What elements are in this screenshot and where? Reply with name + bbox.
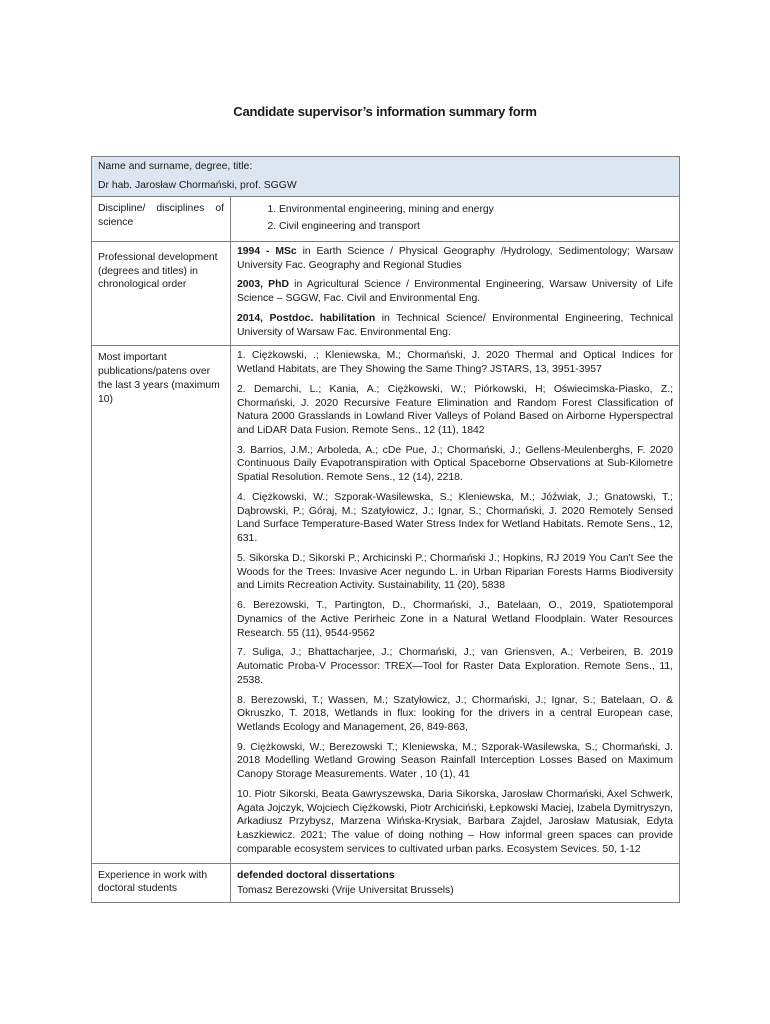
professional-row [92, 241, 680, 345]
discipline-value-cell [231, 197, 680, 241]
publications-label: Most important publications/patens over the last 3 years (maximum 10) [98, 352, 220, 405]
experience-text: Tomasz Berezowski (Vrije Universitat Brussels) [237, 885, 454, 897]
publications-label-cell [92, 346, 231, 863]
experience-value-cell [231, 863, 680, 902]
publication-item: 6. Berezowski, T., Partington, D., Chormański, J., Batelaan, O., 2019, Spatiotemporal Dynamics of the Active Perirheic Zone in a Natural Wetland Floodplain. Water Resources Research. 55 (11), 9544-9562 [237, 600, 674, 639]
publication-item: 8. Berezowski, T.; Wassen, M.; Szatyłowicz, J.; Chormański, J.; Ignar, S.; Batelaan, O. & Okruszko, T. 2018, Wetlands in flux: looking for the drivers in a central European case, Wetlands Ecology and Management, 26, 849-863, [237, 694, 674, 733]
publication-item: 3. Barrios, J.M.; Arboleda, A.; cDe Pue, J.; Chormański, J.; Gellens-Meulenberghs, F. 2020 Continuous Daily Evapotranspiration with Optical Spaceborne Observations at Sub-Kilometre Spatial Resolution. Remote Sens., 12 (14), 2218. [237, 444, 674, 484]
degree-text: in Earth Science / Physical Geography /Hydrology, Sedimentology; Warsaw University Fac. Geography and Regional Studies [237, 245, 674, 271]
publications-value-cell [231, 346, 680, 863]
summary-form-table [91, 156, 680, 903]
professional-label-cell [92, 241, 231, 345]
experience-label: Experience in work with doctoral students [98, 869, 208, 895]
discipline-item: 1. Environmental engineering, mining and energy [279, 203, 673, 217]
degree-text: in Agricultural Science / Environmental Engineering, Warsaw University of Life Science – SGGW, Fac. Civil and Environmental Eng. [237, 279, 674, 305]
discipline-label-cell [92, 197, 231, 241]
publication-item: 2. Demarchi, L.; Kania, A.; Ciężkowski, W.; Piórkowski, H; Oświecimska-Piasko, Z.; Chormański, J. 2020 Recursive Feature Elimination and Random Forest Classification of Natura 2000 Grasslands in Lowland River Valleys of Poland Based on Airborne Hyperspectral and LiDAR Data Fusion. Remote Sens., 12 (11), 1842 [237, 383, 674, 437]
degree-entry [237, 312, 673, 339]
degree-year: 1994 - MSc [237, 245, 297, 257]
publication-item: 5. Sikorska D.; Sikorski P.; Archicinski P.; Chormański J.; Hopkins, RJ 2019 You Can't See the Woods for the Trees: Invasive Acer negundo L. in Urban Riparian Forests Harms Biodiversity and Limits Recreation Activity. Sustainability, 11 (20), 5838 [237, 552, 674, 592]
discipline-item: 2. Civil engineering and transport [279, 220, 673, 234]
publication-item: 4. Ciężkowski, W.; Szporak-Wasilewska, S.; Kleniewska, M.; Jóźwiak, J.; Gnatowski, T.; Dąbrowski, P.; Góraj, M.; Szatyłowicz, J.; Ignar, S.; Chormański, J. 2020 Remotely Sensed Land Surface Temperature-Based Water Stress Index for Wetland Habitats. Remote Sens., 12, 631. [237, 491, 674, 545]
name-row [92, 157, 680, 197]
publication-item: 7. Suliga, J.; Bhattacharjee, J.; Chormański, J.; van Griensven, A.; Verbeiren, B. 2019 Automatic Proba-V Processor: TREX—Tool for Raster Data Exploration. Remote Sens., 11, 2538. [237, 647, 674, 686]
discipline-row [92, 197, 680, 241]
professional-label: Professional development (degrees and titles) in chronological order [98, 251, 218, 291]
publication-item: 1. Ciężkowski, .; Kleniewska, M.; Chormański, J. 2020 Thermal and Optical Indices for Wetland Habitats, are They Showing the Same Thing? JSTARS, 13, 3951-3957 [237, 350, 674, 376]
publication-item: 9. Ciężkowski, W.; Berezowski T.; Kleniewska, M.; Szporak-Wasilewska, S.; Chormański, J. 2018 Modelling Wetland Growing Season Rainfall Interception Losses Based on Maximum Canopy Storage Measurements. Water , 10 (1), 41 [237, 741, 674, 781]
name-label: Name and surname, degree, title: [98, 161, 253, 172]
experience-label-cell [92, 863, 231, 902]
degree-entry [237, 245, 673, 272]
degree-year: 2003, PhD [237, 279, 289, 291]
experience-row [92, 863, 680, 902]
publications-row [92, 346, 680, 863]
experience-heading: defended doctoral dissertations [237, 869, 395, 881]
discipline-label: Discipline/ disciplines of science [98, 203, 224, 229]
degree-entry [237, 278, 673, 305]
name-cell [92, 157, 680, 197]
discipline-list [237, 200, 673, 233]
professional-value-cell [231, 241, 680, 345]
name-value: Dr hab. Jarosław Chormański, prof. SGGW [98, 179, 297, 191]
degree-text: in Technical Science/ Environmental Engineering, Technical University of Warsaw Fac. Environmental Eng. [237, 312, 673, 338]
page-title: Candidate supervisor’s information summary form [233, 104, 537, 119]
degree-year: 2014, Postdoc. habilitation [237, 312, 376, 324]
publication-item: 10. Piotr Sikorski, Beata Gawryszewska, Daria Sikorska, Jarosław Chormański, Axel Schwerk, Agata Jojczyk, Wojciech Ciężkowski, Piotr Archiciński, Łepkowski Maciej, Izabela Dymitryszyn, Arkadiusz Przybysz, Marzena Wińska-Krysiak, Barbara Zajdel, Jarosław Matusiak, Edyta Łaszkiewicz. 2021; The value of doing nothing – How informal green spaces can provide comparable ecosystem services to cultivated urban parks. Ecosystem Sevices. 50, 1-12 [237, 788, 674, 855]
